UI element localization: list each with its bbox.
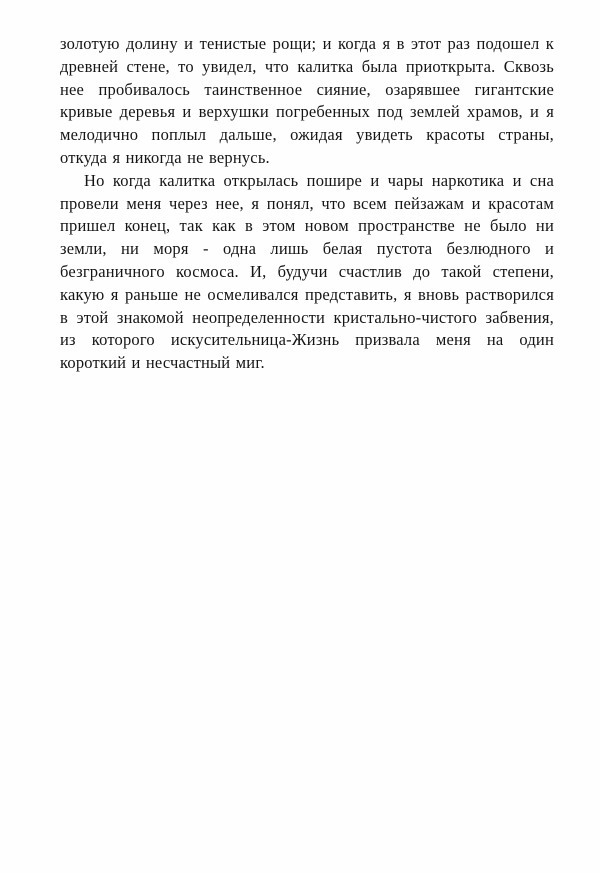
paragraph-continuation: золотую долину и тенистые рощи; и когда я в этот раз подошел к древней стене, то увидел, что калитка была приоткрыта. Сквозь нее пробивалось таинственное сияние, озарявшее гигантские кривые деревья и верхушки погребенных под землей храмов, и я мелодично поплыл дальше, ожидая увидеть красоты страны, откуда я никогда не вернусь.: [60, 34, 554, 167]
text-block: [60, 33, 554, 375]
paragraph-final: Но когда калитка открылась пошире и чары наркотика и сна провели меня через нее, я понял, что всем пейзажам и красотам пришел конец, так как в этом новом пространстве не было ни земли, ни моря - одна лишь белая пустота безлюдного и безграничного космоса. И, будучи счастлив до такой степени, какую я раньше не осмеливался представить, я вновь растворился в этой знакомой неопределенности кристально-чистого забвения, из которого искусительница-Жизнь призвала меня на один короткий и несчастный миг.: [60, 170, 554, 373]
